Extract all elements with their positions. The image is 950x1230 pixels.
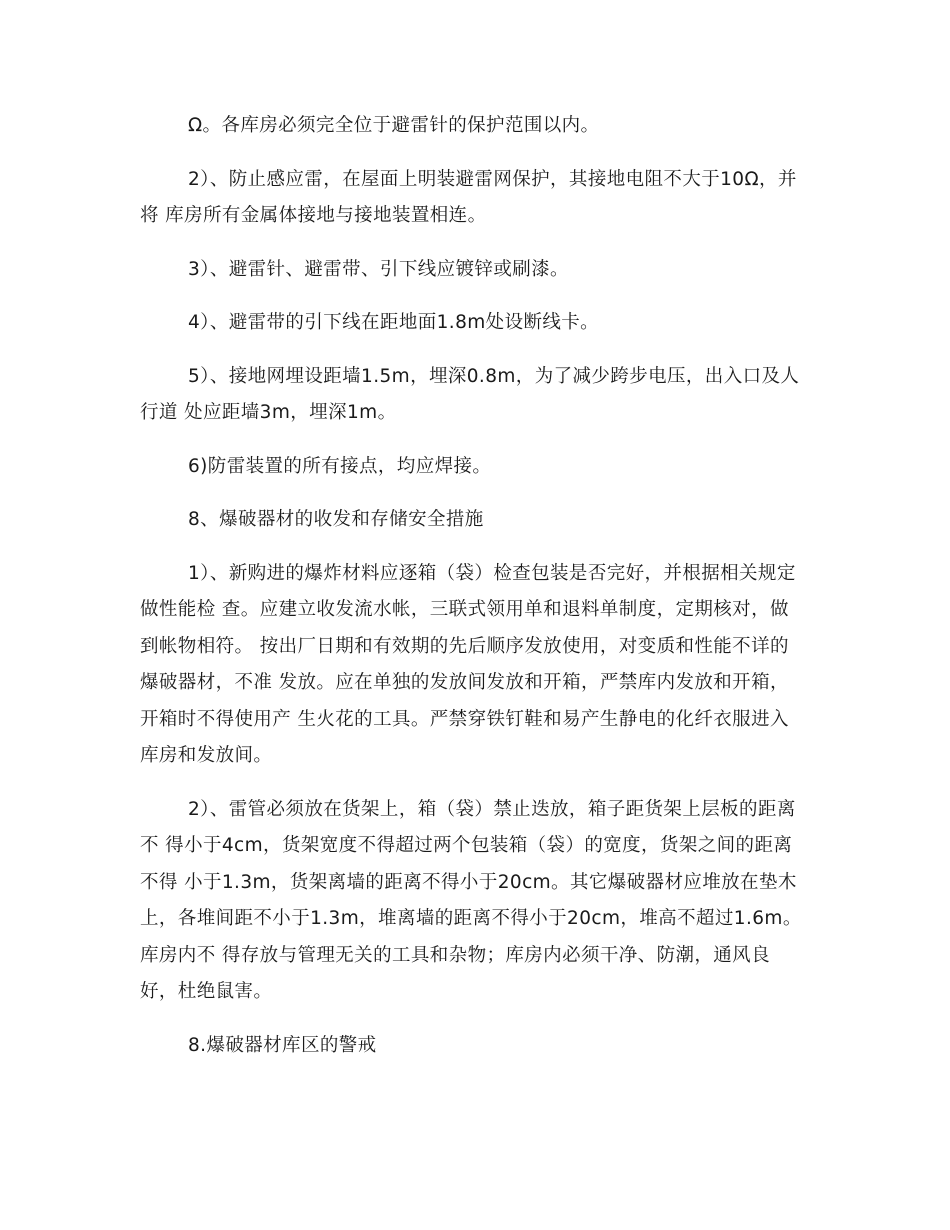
paragraph-grounding-grid: 5）、接地网埋设距墙1.5m，埋深0.8m，为了减少跨步电压，出入口及人行道 处应距墙3m，埋深1m。 — [140, 365, 800, 423]
paragraph-welding: 6)防雷装置的所有接点，均应焊接。 — [188, 455, 492, 477]
paragraph-inspection-issuance: 1）、新购进的爆炸材料应逐箱（袋）检查包装是否完好，并根据相关规定做性能检 查。应建立收发流水帐，三联式领用单和退料单制度，定期核对，做到帐物相符。 按出厂日期和有效期的先后顺序发放使用，对变质和性能不详的爆破器材，不准 发放。应在单独的发放间发放和开箱，严禁库内发放和开箱，开箱时不得使用产 生火花的工具。严禁穿铁钉鞋和易产生静电的化纤衣服进入库房和发放间。 — [140, 562, 796, 766]
paragraph-lightning-rod-range: Ω。各库房必须完全位于避雷针的保护范围以内。 — [188, 115, 600, 136]
paragraph-galvanize: 3）、避雷针、避雷带、引下线应镀锌或刷漆。 — [188, 258, 569, 280]
section-heading-storage-safety: 8、爆破器材的收发和存储安全措施 — [188, 509, 484, 530]
paragraph-induced-lightning: 2）、防止感应雷，在屋面上明装避雷网保护，其接地电阻不大于10Ω，并将 库房所有金属体接地与接地装置相连。 — [140, 168, 797, 226]
paragraph-shelving-stacking: 2）、雷管必须放在货架上，箱（袋）禁止迭放，箱子距货架上层板的距离不 得小于4cm，货架宽度不得超过两个包装箱（袋）的宽度，货架之间的距离不得 小于1.3m，货架离墙的距离不得小于20cm。其它爆破器材应堆放在垫木上，各堆间距不小于1.3m，堆离墙的距离不得小于20cm，堆高不超过1.6m。库房内不 得存放与管理无关的工具和杂物；库房内必须干净、防潮，通风良好，杜绝鼠害。 — [140, 798, 802, 1002]
paragraph-disconnect-clip: 4）、避雷带的引下线在距地面1.8m处设断线卡。 — [188, 312, 600, 333]
section-heading-warehouse-guard: 8.爆破器材库区的警戒 — [188, 1034, 377, 1056]
